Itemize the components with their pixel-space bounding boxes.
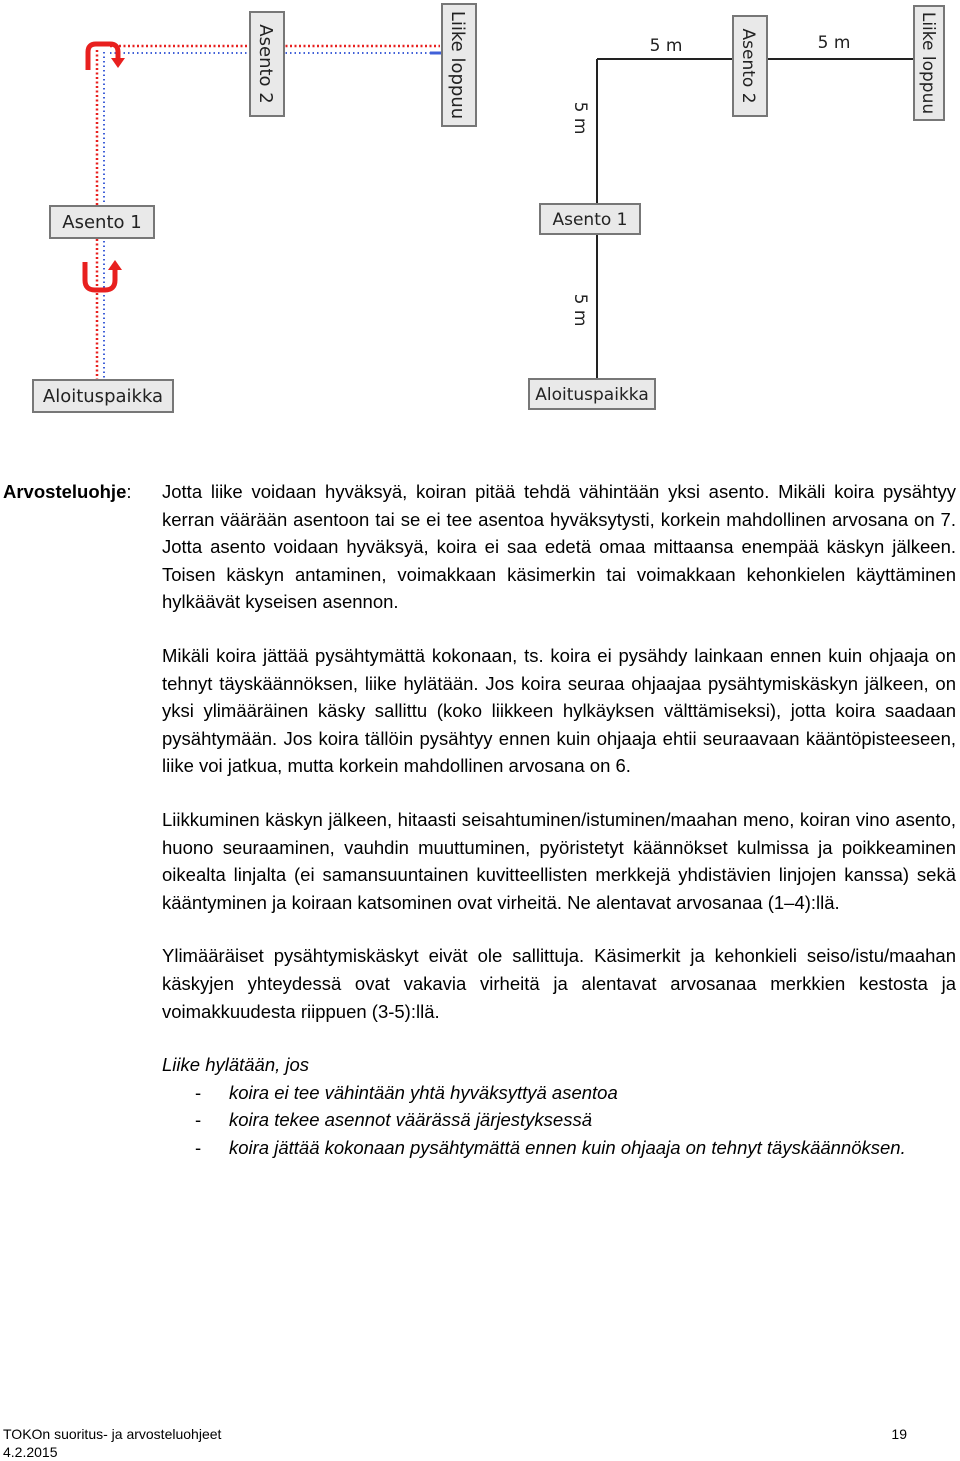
- heading-colon: :: [126, 481, 131, 502]
- list-item: - koira ei tee vähintään yhtä hyväksyttyä asentoa: [162, 1079, 956, 1107]
- paragraph-4: Ylimääräiset pysähtymiskäskyt eivät ole sallittuja. Käsimerkit ja kehonkieli seiso/istu/maahan käskyjen yhteydessä ovat vakavia virheitä ja alentavat arvosanaa merkkien kestosta ja voimakkuudesta riippuen (3-5):llä.: [162, 942, 956, 1025]
- svg-text:5 m: 5 m: [570, 102, 590, 135]
- svg-text:5 m: 5 m: [650, 36, 683, 56]
- svg-text:Asento 1: Asento 1: [552, 210, 627, 230]
- paragraph-1: Jotta liike voidaan hyväksyä, koiran pitää tehdä vähintään yksi asento. Mikäli koira pysähtyy kerran väärään asentoon tai se ei tee asentoa hyväksytysti, korkein mahdollinen arvosana on 7. Jotta asento voidaan hyväksyä, koira ei saa edetä omaa mittaansa enempää käskyn jälkeen. Toisen käskyn antaminen, voimakkaan käsimerkin tai voimakkaan kehonkielen käyttäminen hylkäävät kyseisen asennon.: [162, 478, 956, 616]
- heading-text: Arvosteluohje: [3, 481, 126, 502]
- section-heading: [3, 478, 132, 506]
- svg-text:5 m: 5 m: [570, 294, 590, 327]
- footer-title: TOKOn suoritus- ja arvosteluohjeet: [3, 1426, 923, 1444]
- left-label-end: [442, 4, 476, 126]
- svg-text:5 m: 5 m: [818, 33, 851, 53]
- disqualify-intro: Liike hylätään, jos: [162, 1051, 956, 1079]
- svg-text:Asento 2: Asento 2: [255, 24, 276, 103]
- right-label-pos1: [540, 204, 640, 234]
- page-footer: [3, 1426, 923, 1461]
- u-turn-arrow-top: [88, 44, 125, 70]
- footer-date: 4.2.2015: [3, 1444, 923, 1461]
- left-label-pos1: [50, 206, 154, 238]
- section-body: [162, 478, 956, 1161]
- list-item: - koira jättää kokonaan pysähtymättä ennen kuin ohjaaja on tehnyt täyskäännöksen.: [162, 1134, 956, 1162]
- paragraph-3: Liikkuminen käskyn jälkeen, hitaasti seisahtuminen/istuminen/maahan meno, koiran vino asento, huono seuraaminen, vauhdin muuttuminen, pyöristetyt käännökset kulmissa ja poikkeaminen oikealta linjalta (ei samansuuntainen kuvitteellisten merkkejä yhdistävien linjojen kanssa) sekä kääntyminen ja koiraan katsominen ovat virheitä. Ne alentavat arvosanaa (1–4):llä.: [162, 806, 956, 916]
- svg-text:Liike loppuu: Liike loppuu: [918, 12, 938, 114]
- list-item: - koira tekee asennot väärässä järjestyksessä: [162, 1106, 956, 1134]
- left-label-pos2: [250, 12, 284, 116]
- page-number: 19: [891, 1426, 907, 1444]
- paragraph-2: Mikäli koira jättää pysähtymättä kokonaan, ts. koira ei pysähdy lainkaan ennen kuin ohjaaja on tehnyt täyskäännöksen, liike hylätään. Jos koira seuraa ohjaajaa pysähtymiskäskyn jälkeen, on yksi ylimääräinen käsky sallittu (koko liikkeen hylkäyksen välttämiseksi), jotta koira saadaan pysähtymään. Jos koira tällöin pysähtyy ennen kuin ohjaaja ehtii seuraavaan kääntöpisteeseen, liike voi jatkua, mutta korkein mahdollinen arvosana on 6.: [162, 642, 956, 780]
- svg-text:Aloituspaikka: Aloituspaikka: [535, 385, 649, 405]
- svg-text:Asento 2: Asento 2: [738, 28, 758, 103]
- svg-text:Asento 1: Asento 1: [62, 212, 141, 233]
- right-label-pos2: [733, 16, 767, 116]
- disqualify-list: [162, 1079, 956, 1162]
- right-label-end: [914, 6, 944, 120]
- right-course-diagram: [480, 0, 960, 430]
- svg-text:Aloituspaikka: Aloituspaikka: [43, 386, 163, 407]
- left-label-start: [33, 380, 173, 412]
- left-course-diagram: [0, 0, 480, 430]
- svg-text:Liike loppuu: Liike loppuu: [447, 11, 468, 119]
- right-label-start: [529, 379, 655, 409]
